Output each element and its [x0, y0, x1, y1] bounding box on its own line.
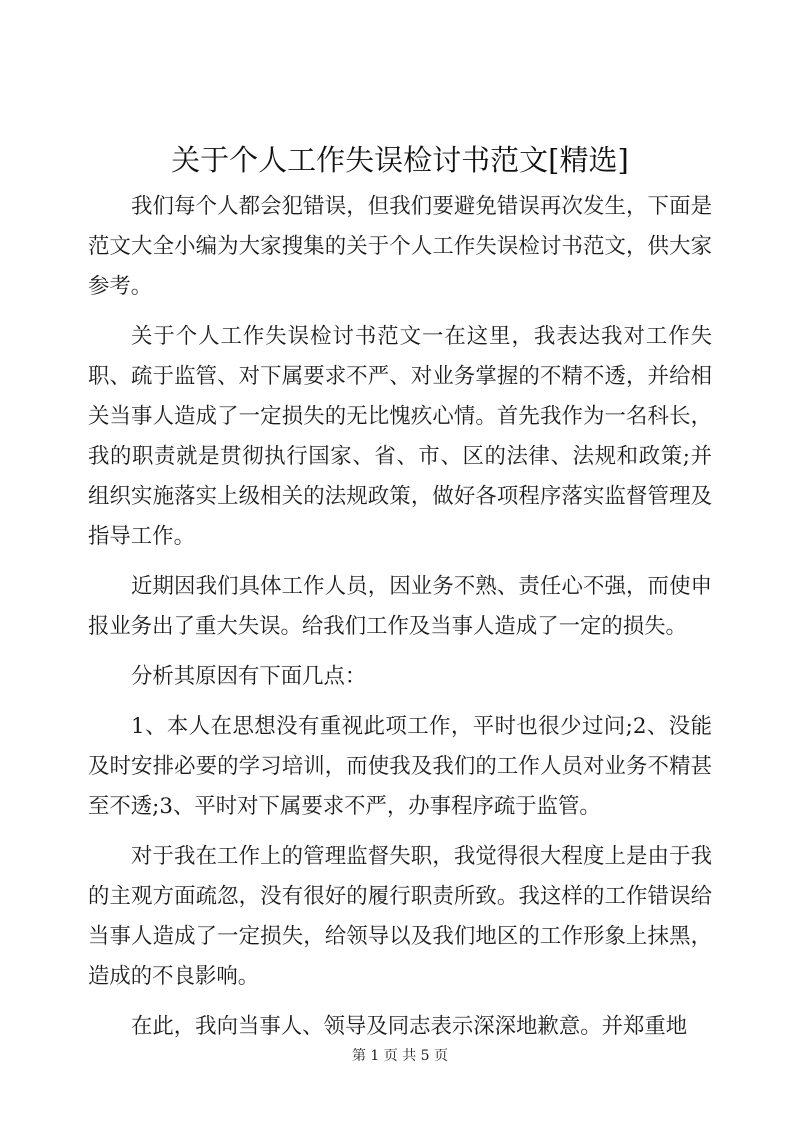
- paragraph: 近期因我们具体工作人员，因业务不熟、责任心不强，而使申报业务出了重大失误。给我们工作及当事人造成了一定的损失。: [88, 574, 712, 639]
- paragraph: 关于个人工作失误检讨书范文一在这里，我表达我对工作失职、疏于监管、对下属要求不严、对业务掌握的不精不透，并给相关当事人造成了一定损失的无比愧疚心情。首先我作为一名科长，我的职责就是贯彻执行国家、省、市、区的法律、法规和政策;并组织实施落实上级相关的法规政策，做好各项程序落实监督管理及指导工作。: [88, 324, 712, 549]
- paragraph: 对于我在工作上的管理监督失职，我觉得很大程度上是由于我的主观方面疏忽，没有很好的履行职责所致。我这样的工作错误给当事人造成了一定损失，给领导以及我们地区的工作形象上抹黑，造成的不良影响。: [88, 844, 712, 989]
- page-number-footer: 第 1 页 共 5 页: [351, 1048, 449, 1064]
- paragraph: 1、本人在思想没有重视此项工作，平时也很少过问;2、没能及时安排必要的学习培训，而使我及我们的工作人员对业务不精甚至不透;3、平时对下属要求不严，办事程序疏于监管。: [88, 714, 712, 819]
- paragraph: 分析其原因有下面几点：: [131, 664, 367, 689]
- document-title: 关于个人工作失误检讨书范文[精选]: [171, 143, 629, 177]
- document-body: [88, 187, 712, 1057]
- paragraph: 在此，我向当事人、领导及同志表示深深地歉意。并郑重地: [131, 1014, 688, 1039]
- paragraph: 我们每个人都会犯错误，但我们要避免错误再次发生，下面是范文大全小编为大家搜集的关于个人工作失误检讨书范文，供大家参考。: [88, 194, 712, 299]
